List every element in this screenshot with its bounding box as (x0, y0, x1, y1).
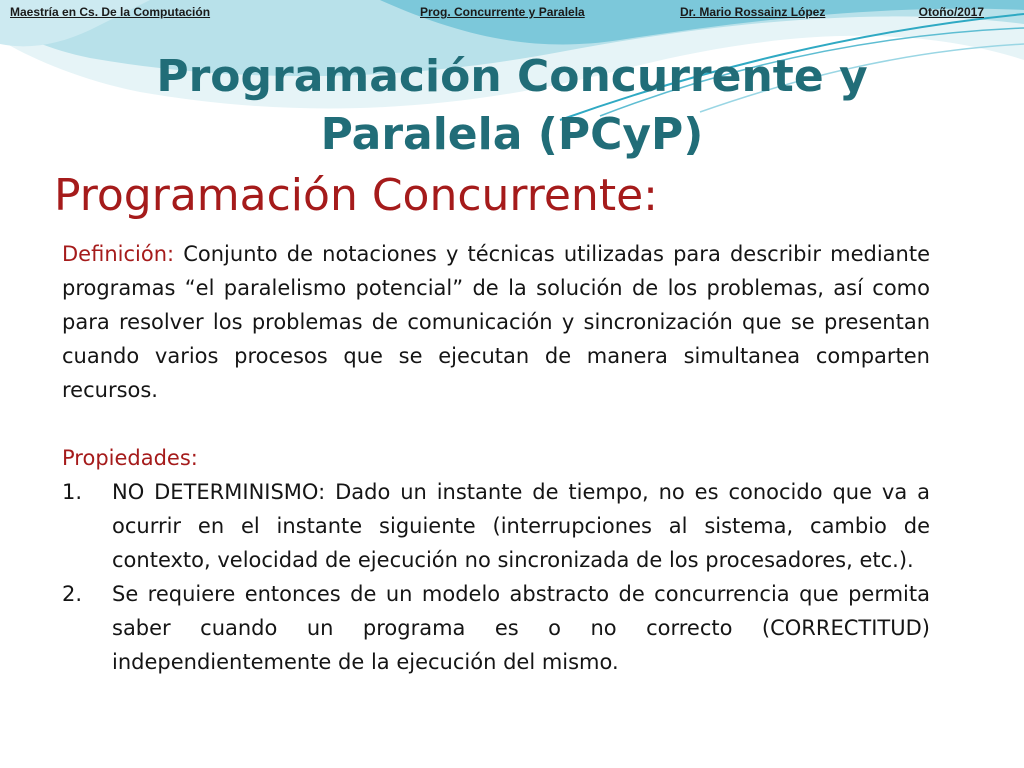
title-line-1: Programación Concurrente y (156, 51, 868, 102)
header-course: Maestría en Cs. De la Computación (10, 5, 211, 19)
list-item-text: Se requiere entonces de un modelo abstracto de concurrencia que permita saber cuando un programa es o no correcto (CORRECTITUD) independientemente de la ejecución del mismo. (112, 582, 930, 674)
section-heading: Programación Concurrente: (54, 170, 658, 221)
list-item (62, 475, 930, 577)
list-item-number: 2. (62, 582, 83, 606)
properties-list (62, 475, 930, 679)
header-subject: Prog. Concurrente y Paralela (420, 5, 585, 19)
header-author: Dr. Mario Rossainz López (680, 5, 826, 19)
list-item-number: 1. (62, 480, 83, 504)
definition-paragraph (62, 237, 930, 407)
list-item-text: NO DETERMINISMO: Dado un instante de tiempo, no es conocido que va a ocurrir en el instante siguiente (interrupciones al sistema, cambio de contexto, velocidad de ejecución no sincronizada de los procesadores, etc.). (112, 480, 930, 572)
title-line-2: Paralela (PCyP) (320, 109, 704, 160)
header-term: Otoño/2017 (918, 5, 984, 19)
definition-text: Conjunto de notaciones y técnicas utilizadas para describir mediante programas “el paralelismo potencial” de la solución de los problemas, así como para resolver los problemas de comunicación y sincronización que se presentan cuando varios procesos que se ejecutan de manera simultanea comparten recursos. (62, 242, 930, 402)
list-item (62, 577, 930, 679)
properties-label: Propiedades: (62, 446, 198, 470)
slide-title (0, 48, 1024, 164)
slide-body (62, 237, 930, 679)
definition-label: Definición: (62, 242, 175, 266)
slide-header (10, 3, 984, 23)
